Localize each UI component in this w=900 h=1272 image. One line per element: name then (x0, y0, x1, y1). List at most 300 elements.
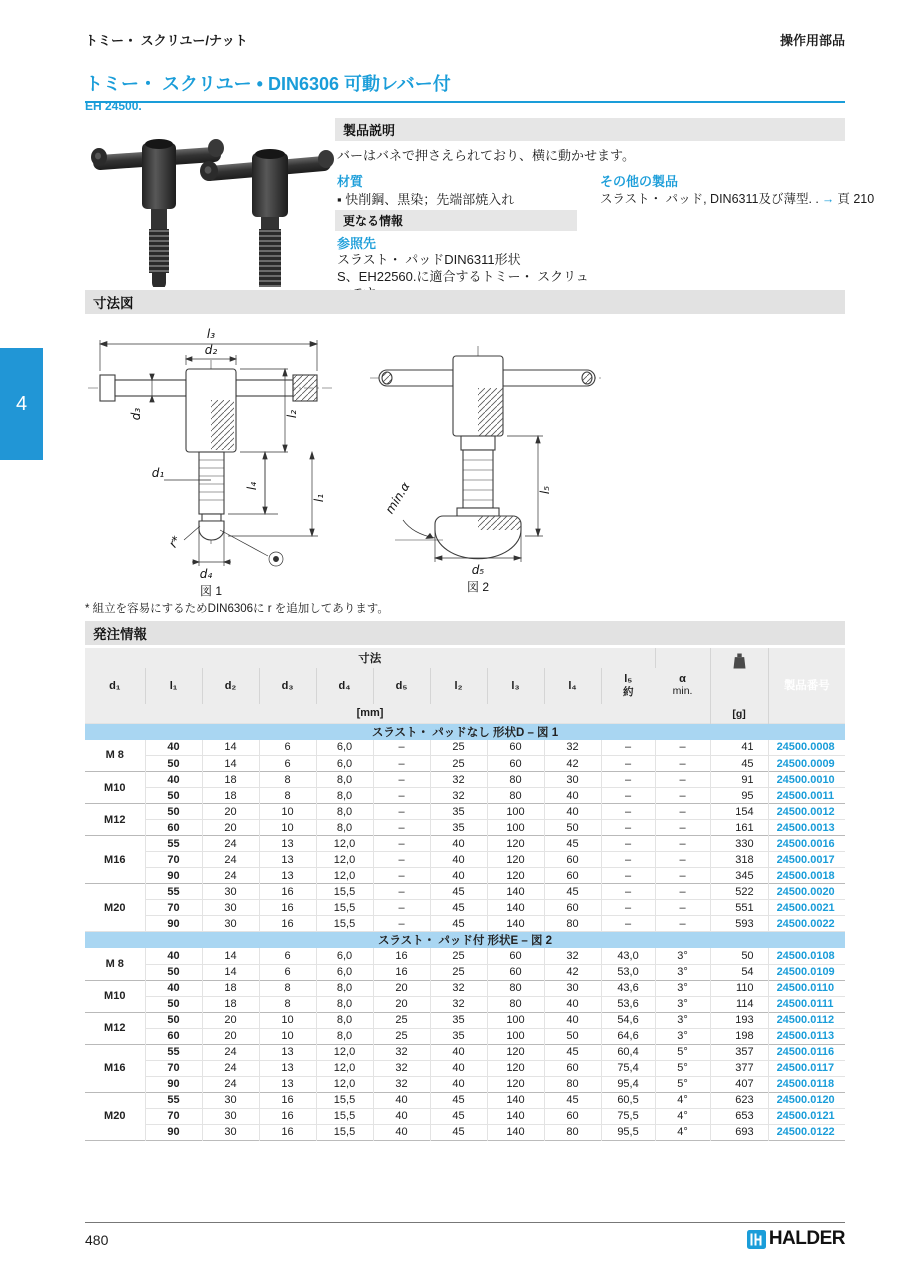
column-header: l₅ 約 (601, 668, 655, 704)
dimension-cell: 18 (202, 980, 259, 996)
other-products-page-ref: 頁 210 (837, 192, 875, 206)
dimension-cell: 53,0 (601, 964, 655, 980)
dimension-cell: 100 (487, 1028, 544, 1044)
dimension-cell: 8,0 (316, 980, 373, 996)
dimension-cell: 32 (430, 996, 487, 1012)
breadcrumb-category: トミー・ スクリユー/ナット (85, 33, 248, 48)
dimension-cell: – (601, 868, 655, 884)
part-number-link[interactable]: 24500.0109 (768, 964, 845, 980)
dimension-cell: 140 (487, 1124, 544, 1140)
dimension-cell: 60 (487, 756, 544, 772)
part-number-link[interactable]: 24500.0108 (776, 949, 835, 962)
dimension-cell: 40 (544, 788, 601, 804)
dimension-cell: 4° (655, 1108, 710, 1124)
length-cell: 40 (145, 948, 202, 964)
part-number-link[interactable]: 24500.0016 (768, 836, 845, 852)
weight-cell: 154 (710, 804, 768, 820)
weight-cell: 114 (710, 996, 768, 1012)
brand-logo (747, 1228, 845, 1250)
dimension-cell: 12,0 (316, 1044, 373, 1060)
dimension-cell: – (601, 804, 655, 820)
footer-divider (85, 1222, 845, 1223)
dimension-cell: 5° (655, 1044, 710, 1060)
dimension-cell: – (373, 884, 430, 900)
photo-screw-with-pad (200, 149, 334, 287)
weight-unit: [g] (732, 707, 746, 720)
dimension-cell: 45 (544, 1044, 601, 1060)
weight-cell: 593 (710, 916, 768, 932)
dimension-cell: 20 (202, 1012, 259, 1028)
mm-unit-row: [mm] (85, 704, 655, 723)
weight-cell: 110 (710, 980, 768, 996)
dimension-cell: 60 (544, 900, 601, 916)
alpha-min-header: α min. (655, 648, 710, 723)
dimension-cell: 20 (202, 804, 259, 820)
dimension-cell: 10 (259, 1012, 316, 1028)
part-number-link[interactable]: 24500.0017 (768, 852, 845, 868)
length-cell: 40 (145, 980, 202, 996)
part-number-link[interactable]: 24500.0113 (768, 1028, 845, 1044)
table-row (85, 980, 845, 996)
dimension-cell: 140 (487, 1108, 544, 1124)
dimension-cell: 8,0 (316, 1012, 373, 1028)
thread-size-cell: M12 (85, 804, 145, 836)
dimension-cell: 140 (487, 916, 544, 932)
dimension-cell: 8,0 (316, 1028, 373, 1044)
table-row (85, 756, 845, 772)
dimension-cell: 30 (202, 900, 259, 916)
dimension-cell: 45 (430, 884, 487, 900)
dimension-cell: – (373, 740, 430, 756)
dimension-cell: 80 (544, 1124, 601, 1140)
dimension-cell: – (655, 836, 710, 852)
dimension-cell: 35 (430, 1012, 487, 1028)
dimension-cell: 100 (487, 820, 544, 836)
dimension-cell: 8,0 (316, 820, 373, 836)
dimension-cell: 10 (259, 804, 316, 820)
length-cell: 50 (145, 788, 202, 804)
table-row (85, 916, 845, 932)
table-row (85, 1028, 845, 1044)
dimension-cell: 25 (373, 1028, 430, 1044)
dimension-cell: 8,0 (316, 788, 373, 804)
part-number-link[interactable]: 24500.0009 (768, 756, 845, 772)
part-number-link[interactable]: 24500.0013 (768, 820, 845, 836)
dimension-cell: 60 (544, 1108, 601, 1124)
dimension-cell: – (373, 820, 430, 836)
fig1-caption: 図 1 (199, 584, 223, 598)
length-cell: 50 (145, 756, 202, 772)
column-header: d₁ (85, 668, 145, 704)
dimension-cell: – (655, 884, 710, 900)
chapter-tab[interactable] (0, 348, 43, 460)
weight-cell: 193 (710, 1012, 768, 1028)
length-cell: 90 (145, 1076, 202, 1092)
dimension-cell: – (373, 756, 430, 772)
dimension-cell: 13 (259, 836, 316, 852)
dimension-figure-1 (80, 322, 355, 598)
dimension-cell: 3° (655, 980, 710, 996)
table-row (85, 1060, 845, 1076)
dimension-cell: 4° (655, 1092, 710, 1108)
dimension-cell: 14 (202, 948, 259, 964)
table-row (85, 1076, 845, 1092)
dimension-cell: 45 (544, 884, 601, 900)
length-cell: 60 (145, 820, 202, 836)
dimension-cell: 53,6 (601, 996, 655, 1012)
length-cell: 90 (145, 868, 202, 884)
fig1-label-d3: d₃ (129, 407, 143, 421)
part-number-link[interactable]: 24500.0121 (768, 1108, 845, 1124)
part-number-link[interactable]: 24500.0111 (768, 996, 845, 1012)
dimension-cell: 13 (259, 1076, 316, 1092)
table-row (85, 996, 845, 1012)
dimension-cell: 13 (259, 1044, 316, 1060)
dimension-cell: 13 (259, 1060, 316, 1076)
dimension-cell: 16 (259, 884, 316, 900)
thread-size-cell: M 8 (85, 740, 145, 772)
table-row (85, 740, 845, 756)
table-row (85, 884, 845, 900)
dimension-cell: 18 (202, 772, 259, 788)
dimension-cell: 16 (259, 900, 316, 916)
dimension-cell: – (655, 756, 710, 772)
fig1-label-l4: l₄ (245, 481, 259, 491)
material-text: ▪ 快削鋼、黒染；先端部焼入れ (337, 192, 515, 207)
dimension-cell: 32 (430, 788, 487, 804)
table-row (85, 900, 845, 916)
dimension-cell: 100 (487, 1012, 544, 1028)
table-row (85, 804, 845, 820)
dimension-cell: 140 (487, 1092, 544, 1108)
thread-size-cell: M16 (85, 1044, 145, 1092)
dimension-cell: 42 (544, 756, 601, 772)
weight-cell: 357 (710, 1044, 768, 1060)
dimension-cell: 35 (430, 804, 487, 820)
dimension-cell: 20 (202, 820, 259, 836)
more-info-heading: 更なる情報 (335, 210, 577, 231)
dimension-cell: 5° (655, 1076, 710, 1092)
column-header: l₄ (544, 668, 601, 704)
dimension-cell: 120 (487, 1044, 544, 1060)
dimension-cell: 32 (544, 740, 601, 756)
dimension-cell: 60 (487, 964, 544, 980)
dimension-cell: 6 (259, 964, 316, 980)
dimension-cell: – (601, 756, 655, 772)
part-number-header: 製品番号 (768, 648, 845, 723)
dimension-cell: 140 (487, 900, 544, 916)
dimension-cell: 24 (202, 852, 259, 868)
dimension-cell: 24 (202, 868, 259, 884)
dimension-cell: 45 (430, 1092, 487, 1108)
dimension-cell: 25 (373, 1012, 430, 1028)
dimension-cell: – (373, 916, 430, 932)
table-row (85, 772, 845, 788)
dimension-cell: 120 (487, 852, 544, 868)
dimension-cell: 80 (487, 772, 544, 788)
weight-cell: 623 (710, 1092, 768, 1108)
dimension-cell: 8,0 (316, 996, 373, 1012)
dimension-cell: 6,0 (316, 948, 373, 964)
part-number-link[interactable]: 24500.0010 (768, 772, 845, 788)
part-number-link[interactable]: 24500.0008 (776, 741, 835, 754)
part-number-link[interactable]: 24500.0022 (768, 916, 845, 932)
dimension-cell: 80 (487, 996, 544, 1012)
dimension-cell: 75,4 (601, 1060, 655, 1076)
weight-cell: 653 (710, 1108, 768, 1124)
column-header: d₃ (259, 668, 316, 704)
dimension-cell: 40 (544, 996, 601, 1012)
dimension-cell: 120 (487, 868, 544, 884)
weight-header (710, 648, 768, 723)
dimension-cell: 64,6 (601, 1028, 655, 1044)
part-number-link[interactable]: 24500.0116 (768, 1044, 845, 1060)
dimension-cell: 40 (430, 852, 487, 868)
part-number-link[interactable]: 24500.0110 (768, 980, 845, 996)
dimension-cell: 15,5 (316, 916, 373, 932)
dimension-cell: 4° (655, 1124, 710, 1140)
dimension-cell: – (601, 852, 655, 868)
fig1-label-d1: d₁ (151, 466, 165, 480)
dimension-cell: 120 (487, 1060, 544, 1076)
dimension-cell: 6 (259, 756, 316, 772)
dimension-cell: – (601, 740, 655, 756)
dimension-cell: 30 (202, 916, 259, 932)
dimension-cell: 5° (655, 1060, 710, 1076)
dimension-cell: 32 (544, 948, 601, 964)
dimension-cell: 30 (544, 772, 601, 788)
table-row (85, 852, 845, 868)
length-cell: 55 (145, 836, 202, 852)
dimension-cell: 25 (430, 740, 487, 756)
fig1-label-l3: l₃ (206, 327, 216, 341)
weight-cell: 407 (710, 1076, 768, 1092)
dimension-cell: 30 (202, 1108, 259, 1124)
dimension-cell: 8 (259, 788, 316, 804)
dimension-cell: 12,0 (316, 836, 373, 852)
dimension-cell: 15,5 (316, 1108, 373, 1124)
part-number-link[interactable]: 24500.0120 (768, 1092, 845, 1108)
fig2-label-d5: d₅ (471, 563, 485, 577)
dimension-cell: 13 (259, 868, 316, 884)
dimension-cell: – (655, 804, 710, 820)
dimension-cell: 16 (373, 948, 430, 964)
dimension-cell: 32 (430, 772, 487, 788)
part-number-link[interactable]: 24500.0112 (768, 1012, 845, 1028)
table-row (85, 820, 845, 836)
length-cell: 50 (145, 1012, 202, 1028)
arrow-right-icon: → (821, 192, 835, 206)
dimension-cell: 8,0 (316, 804, 373, 820)
dimension-cell: 60 (544, 852, 601, 868)
length-cell: 70 (145, 1060, 202, 1076)
dimension-cell: – (655, 772, 710, 788)
dimension-cell: 45 (430, 1108, 487, 1124)
dimension-cell: 40 (373, 1108, 430, 1124)
dimension-cell: 32 (373, 1044, 430, 1060)
dimension-cell: 16 (259, 1124, 316, 1140)
length-cell: 55 (145, 884, 202, 900)
dimension-cell: 120 (487, 836, 544, 852)
part-number-link[interactable]: 24500.0122 (768, 1124, 845, 1140)
fig1-label-d4: d₄ (199, 567, 213, 581)
weight-cell: 45 (710, 756, 768, 772)
dimension-cell: 3° (655, 964, 710, 980)
assembly-footnote: * 組立を容易にするためDIN6306に r を追加してあります。 (85, 603, 389, 615)
dimension-cell: – (373, 772, 430, 788)
table-row (85, 1092, 845, 1108)
fig1-label-d2: d₂ (204, 343, 218, 357)
weight-cell: 198 (710, 1028, 768, 1044)
part-number-link[interactable]: 24500.0020 (768, 884, 845, 900)
order-section-heading: 発注情報 (85, 621, 845, 645)
dimension-cell: 13 (259, 852, 316, 868)
length-cell: 70 (145, 852, 202, 868)
photo-screw-no-pad (91, 139, 224, 287)
weight-cell: 161 (710, 820, 768, 836)
weight-icon (733, 653, 746, 669)
dimension-cell: 25 (430, 948, 487, 964)
weight-cell: 95 (710, 788, 768, 804)
dimension-cell: 80 (487, 980, 544, 996)
dimension-cell: 8 (259, 980, 316, 996)
dimension-cell: 42 (544, 964, 601, 980)
product-photo (85, 115, 335, 287)
dimension-cell: – (601, 788, 655, 804)
dimension-cell: 14 (202, 964, 259, 980)
order-table (85, 648, 845, 1141)
dimension-cell: 20 (373, 980, 430, 996)
dimension-cell: 140 (487, 884, 544, 900)
dimension-cell: 40 (430, 868, 487, 884)
dimension-cell: – (373, 868, 430, 884)
length-cell: 60 (145, 1028, 202, 1044)
dimension-cell: 120 (487, 1076, 544, 1092)
dimension-cell: 20 (202, 1028, 259, 1044)
material-heading: 材質 (337, 174, 364, 189)
page-title: トミー・ スクリユー • DIN6306 可動レバー付 (85, 70, 845, 103)
dimension-cell: 12,0 (316, 852, 373, 868)
thread-size-cell: M10 (85, 980, 145, 1012)
dimension-cell: – (373, 852, 430, 868)
dimension-cell: 14 (202, 756, 259, 772)
dimension-cell: 60,5 (601, 1092, 655, 1108)
reference-heading: 参照先 (337, 236, 377, 251)
dimension-cell: – (655, 900, 710, 916)
dimension-cell: 8 (259, 996, 316, 1012)
dimension-cell: – (655, 868, 710, 884)
dimension-section-heading: 寸法図 (85, 290, 845, 314)
chapter-number: 4 (15, 392, 28, 415)
page-number: 480 (85, 1232, 109, 1248)
part-number-link[interactable]: 24500.0118 (768, 1076, 845, 1092)
table-row (85, 836, 845, 852)
part-number-link[interactable]: 24500.0011 (768, 788, 845, 804)
dimension-cell: 60 (487, 740, 544, 756)
table-row (85, 1044, 845, 1060)
length-cell: 70 (145, 900, 202, 916)
part-number-link[interactable]: 24500.0012 (768, 804, 845, 820)
dimension-cell: 45 (430, 900, 487, 916)
dimension-cell: 30 (202, 1124, 259, 1140)
dimension-cell: 45 (544, 1092, 601, 1108)
table-row (85, 948, 845, 964)
dimension-cell: 50 (544, 820, 601, 836)
thread-size-cell: M10 (85, 772, 145, 804)
table-row (85, 1108, 845, 1124)
dimension-cell: – (601, 884, 655, 900)
part-number-link[interactable]: 24500.0117 (768, 1060, 845, 1076)
dim-header: 寸法 (85, 648, 655, 668)
other-products-link[interactable] (600, 189, 874, 207)
dimension-cell: 43,6 (601, 980, 655, 996)
dimension-cell: 40 (373, 1092, 430, 1108)
dimension-cell: 14 (202, 740, 259, 756)
column-header: d₄ (316, 668, 373, 704)
column-header: d₂ (202, 668, 259, 704)
dimension-cell: 24 (202, 836, 259, 852)
dimension-cell: 54,6 (601, 1012, 655, 1028)
dimension-cell: 95,4 (601, 1076, 655, 1092)
fig1-label-l1: l₁ (312, 493, 326, 503)
dimension-cell: 6,0 (316, 964, 373, 980)
table-row (85, 868, 845, 884)
dimension-cell: 15,5 (316, 884, 373, 900)
dimension-cell: – (655, 916, 710, 932)
dimension-cell: 45 (544, 836, 601, 852)
length-cell: 55 (145, 1092, 202, 1108)
part-number-link[interactable]: 24500.0021 (768, 900, 845, 916)
dimension-cell: 45 (430, 916, 487, 932)
column-header: l₁ (145, 668, 202, 704)
weight-cell: 41 (710, 740, 768, 756)
dimension-cell: 15,5 (316, 1092, 373, 1108)
dimension-cell: 40 (430, 836, 487, 852)
table-row (85, 1012, 845, 1028)
dimension-cell: 24 (202, 1060, 259, 1076)
weight-cell: 345 (710, 868, 768, 884)
table-group-header: スラスト・ パッドなし 形状D – 図 1 (85, 723, 845, 740)
dimension-cell: 12,0 (316, 868, 373, 884)
dimension-cell: 6,0 (316, 756, 373, 772)
weight-cell: 522 (710, 884, 768, 900)
dimension-cell: 35 (430, 820, 487, 836)
length-cell: 50 (145, 804, 202, 820)
part-number-link[interactable]: 24500.0018 (768, 868, 845, 884)
dimension-cell: 15,5 (316, 900, 373, 916)
dimension-cell: – (373, 836, 430, 852)
brand-name: HALDER (768, 1228, 845, 1249)
dimension-cell: 20 (373, 996, 430, 1012)
dimension-cell: 40 (430, 1076, 487, 1092)
dimension-cell: 18 (202, 788, 259, 804)
dimension-cell: 6,0 (316, 740, 373, 756)
weight-cell: 330 (710, 836, 768, 852)
dimension-cell: 30 (544, 980, 601, 996)
dimension-cell: – (655, 852, 710, 868)
weight-cell: 50 (710, 948, 768, 964)
thread-size-cell: M20 (85, 884, 145, 932)
dimension-cell: 3° (655, 996, 710, 1012)
other-products-text: スラスト・ パッド, DIN6311及び薄型. . (600, 192, 819, 206)
fig1-label-r: r* (165, 533, 184, 551)
dimension-cell: 24 (202, 1076, 259, 1092)
dimension-cell: 24 (202, 1044, 259, 1060)
table-row (85, 788, 845, 804)
fig2-label-min-alpha: min.α (382, 479, 413, 517)
weight-cell: 377 (710, 1060, 768, 1076)
length-cell: 55 (145, 1044, 202, 1060)
